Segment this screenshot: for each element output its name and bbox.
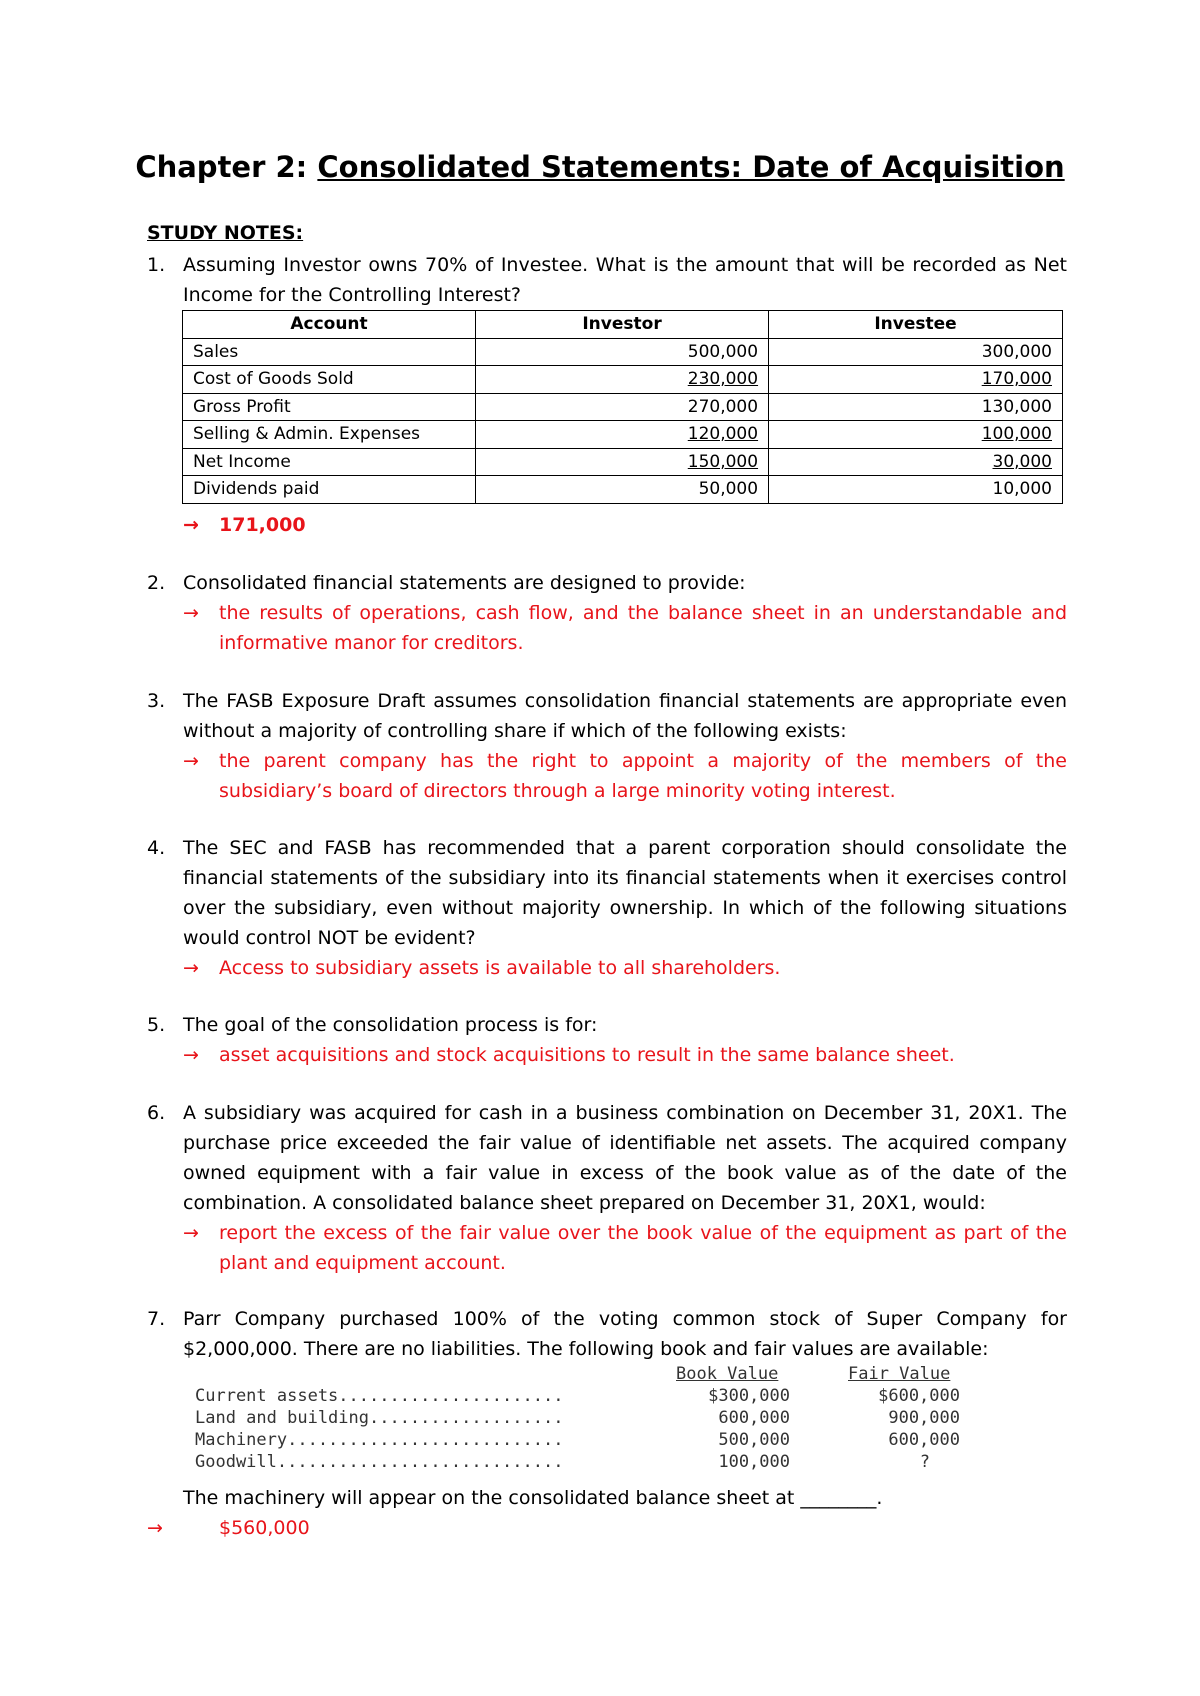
arrow-icon: → <box>183 602 199 624</box>
question-text: A subsidiary was acquired for cash in a business combination on December 31, 20X1. The purchase price exceeded the fair value of identifiable net assets. The acquired company owned equipment with a fair value in excess of the book value as of the date of the combination. A consolidated balance sheet prepared on December 31, 20X1, would: <box>183 1102 1067 1214</box>
cell-investee: 100,000 <box>769 421 1063 449</box>
cell-investee: 30,000 <box>769 448 1063 476</box>
values-row-label: Machinery........................... <box>195 1430 564 1450</box>
cell-investor: 50,000 <box>476 476 769 504</box>
question-number: 4. <box>147 837 166 859</box>
page-title: Chapter 2: Consolidated Statements: Date of Acquisition <box>135 150 1065 184</box>
question-text: The goal of the consolidation process is for: <box>183 1014 598 1036</box>
question-7-followup <box>147 1483 1067 1543</box>
income-table <box>182 310 1063 504</box>
cell-account: Sales <box>183 338 476 366</box>
answer-1 <box>147 510 1067 540</box>
answer-text: 171,000 <box>219 514 306 536</box>
arrow-icon: → <box>183 750 199 772</box>
table-row <box>183 476 1063 504</box>
question-2 <box>147 568 1067 658</box>
cell-investor: 230,000 <box>476 366 769 394</box>
question-5 <box>147 1010 1067 1070</box>
cell-account: Dividends paid <box>183 476 476 504</box>
question-7 <box>147 1304 1067 1364</box>
cell-investee: 170,000 <box>769 366 1063 394</box>
table-row <box>183 338 1063 366</box>
cell-account: Net Income <box>183 448 476 476</box>
question-number: 6. <box>147 1102 166 1124</box>
values-row-fair: ? <box>919 1452 930 1472</box>
header-account: Account <box>183 311 476 339</box>
table-row <box>183 366 1063 394</box>
answer-text: asset acquisitions and stock acquisitions to result in the same balance sheet. <box>219 1044 955 1066</box>
cell-investee: 130,000 <box>769 393 1063 421</box>
table-header-row <box>183 311 1063 339</box>
question-number: 7. <box>147 1308 166 1330</box>
question-1 <box>147 250 1067 310</box>
cell-investor: 270,000 <box>476 393 769 421</box>
table-row <box>183 421 1063 449</box>
table-row <box>183 393 1063 421</box>
cell-investee: 300,000 <box>769 338 1063 366</box>
table-row <box>183 448 1063 476</box>
arrow-icon: → <box>147 1517 163 1539</box>
question-text: Consolidated financial statements are designed to provide: <box>183 572 746 594</box>
question-text: Parr Company purchased 100% of the voting common stock of Super Company for $2,000,000. There are no liabilities. The following book and fair values are available: <box>183 1308 1067 1360</box>
answer-text: Access to subsidiary assets is available to all shareholders. <box>219 957 781 979</box>
answer-text: the parent company has the right to appoint a majority of the members of the subsidiary’s board of directors through a large minority voting interest. <box>219 750 1067 802</box>
cell-investor: 500,000 <box>476 338 769 366</box>
arrow-icon: → <box>183 514 199 536</box>
cell-investee: 10,000 <box>769 476 1063 504</box>
header-investor: Investor <box>476 311 769 339</box>
cell-account: Cost of Goods Sold <box>183 366 476 394</box>
question-text: The SEC and FASB has recommended that a parent corporation should consolidate the financial statements of the subsidiary into its financial statements when it exercises control over the subsidiary, even without majority ownership. In which of the following situations would control NOT be evident? <box>183 837 1067 949</box>
followup-text: The machinery will appear on the consolidated balance sheet at ________. <box>183 1487 883 1509</box>
values-row-book: 100,000 <box>718 1452 790 1472</box>
title-underlined: Consolidated Statements: Date of Acquisition <box>317 150 1065 184</box>
values-row-fair: 900,000 <box>888 1408 960 1428</box>
values-row-label: Current assets...................... <box>195 1386 564 1406</box>
values-row-fair: $600,000 <box>878 1386 960 1406</box>
answer-text: $560,000 <box>219 1517 310 1539</box>
header-investee: Investee <box>769 311 1063 339</box>
question-4 <box>147 833 1067 983</box>
study-notes-label: STUDY NOTES: <box>147 222 304 244</box>
question-6 <box>147 1098 1067 1278</box>
values-row-label: Goodwill............................ <box>195 1452 564 1472</box>
question-text: Assuming Investor owns 70% of Investee. What is the amount that will be recorded as Net Income for the Controlling Interest? <box>183 254 1067 306</box>
cell-account: Selling & Admin. Expenses <box>183 421 476 449</box>
question-number: 2. <box>147 572 166 594</box>
question-text: The FASB Exposure Draft assumes consolidation financial statements are appropriate even without a majority of controlling share if which of the following exists: <box>183 690 1067 742</box>
values-row-fair: 600,000 <box>888 1430 960 1450</box>
answer-text: report the excess of the fair value over the book value of the equipment as part of the plant and equipment account. <box>219 1222 1067 1274</box>
arrow-icon: → <box>183 957 199 979</box>
answer-text: the results of operations, cash flow, and the balance sheet in an understandable and informative manor for creditors. <box>219 602 1067 654</box>
question-number: 3. <box>147 690 166 712</box>
arrow-icon: → <box>183 1222 199 1244</box>
cell-investor: 150,000 <box>476 448 769 476</box>
values-row-book: 600,000 <box>718 1408 790 1428</box>
question-3 <box>147 686 1067 806</box>
values-row-label: Land and building................... <box>195 1408 564 1428</box>
question-number: 5. <box>147 1014 166 1036</box>
arrow-icon: → <box>183 1044 199 1066</box>
values-row-book: 500,000 <box>718 1430 790 1450</box>
book-value-header: Book Value <box>676 1364 779 1384</box>
values-row-book: $300,000 <box>708 1386 790 1406</box>
cell-investor: 120,000 <box>476 421 769 449</box>
cell-account: Gross Profit <box>183 393 476 421</box>
question-number: 1. <box>147 254 166 276</box>
fair-value-header: Fair Value <box>848 1364 951 1384</box>
